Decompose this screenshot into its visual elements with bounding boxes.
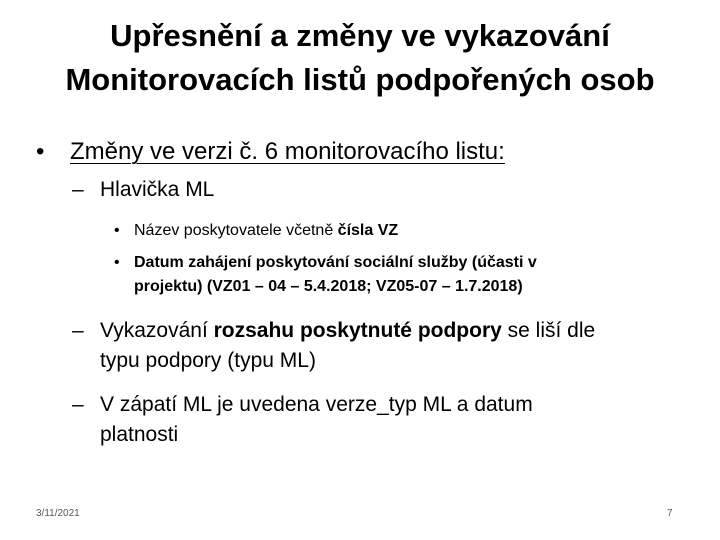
sub-bullet-start-date: [114, 251, 674, 299]
bullet-reporting-line-2: typu podpory (typu ML): [100, 349, 316, 372]
bullet-reporting-bold: rozsahu poskytnuté podpory: [213, 319, 502, 342]
title-line-1: Upřesnění a změny ve vykazování: [110, 18, 610, 53]
bullet-reporting: [72, 316, 700, 376]
sub-bullet-provider-bold: čísla VZ: [337, 222, 399, 239]
title-line-2: Monitorovacích listů podpořených osob: [65, 62, 655, 97]
bullet-main-text: Změny ve verzi č. 6 monitorovacího listu:: [70, 138, 505, 165]
sub-bullet-provider-pre: Název poskytovatele včetně: [134, 222, 338, 239]
sub-bullet-start-date-line-2: projektu) (VZ01 – 04 – 5.4.2018; VZ05-07 – 1.7.2018): [134, 278, 523, 295]
bullet-footer-note-line-1: V zápatí ML je uvedena verze_typ ML a datum: [100, 393, 533, 416]
bullet-reporting-post: se liší dle: [501, 319, 596, 342]
sub-bullet-start-date-line-1: Datum zahájení poskytování sociální služby (účasti v: [134, 254, 537, 271]
bullet-footer-note: [72, 390, 700, 450]
bullet-footer-note-line-2: platnosti: [100, 423, 179, 446]
slide-title: [20, 14, 700, 102]
bullet-dot-small: •: [114, 222, 120, 239]
bullet-dot-small: •: [114, 254, 120, 271]
bullet-dot: •: [36, 138, 45, 165]
bullet-dash: –: [72, 393, 84, 416]
slide-date: 3/11/2021: [36, 508, 80, 519]
bullet-reporting-pre: Vykazování: [100, 319, 214, 342]
bullet-header-text: Hlavička ML: [100, 178, 215, 201]
slide-page-number: 7: [667, 508, 673, 519]
bullet-header: [72, 175, 700, 205]
sub-bullet-provider: [114, 219, 674, 243]
bullet-dash: –: [72, 178, 84, 201]
bullet-dash: –: [72, 319, 84, 342]
